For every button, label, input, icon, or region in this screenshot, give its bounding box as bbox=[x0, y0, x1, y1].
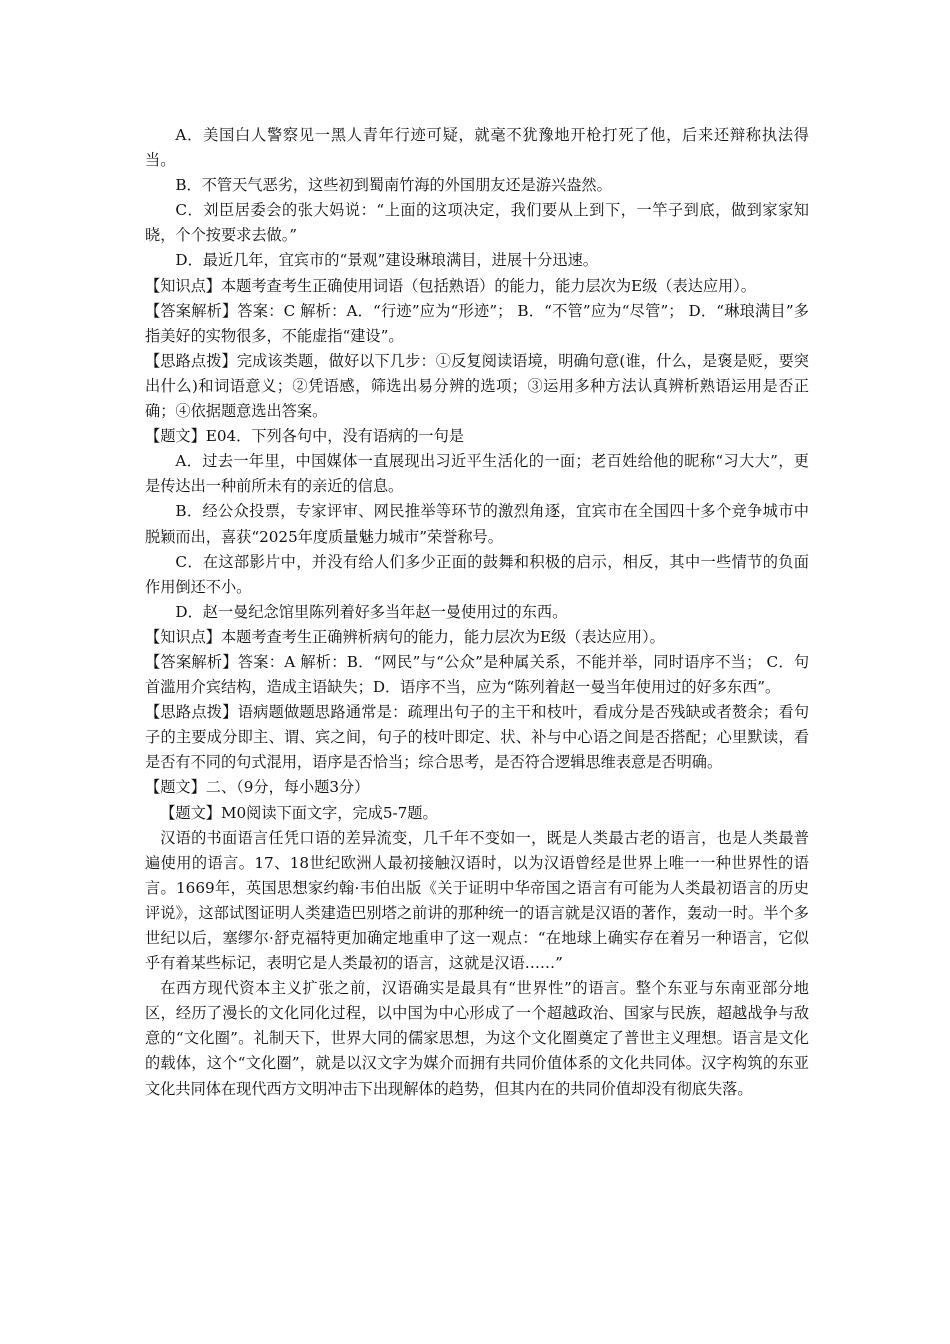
q3-tips bbox=[145, 349, 809, 424]
passage-paragraph-2: 在西方现代资本主义扩张之前，汉语确实是最具有“世界性”的语言。整个东亚与东南亚部分地区，经历了漫长的文化同化过程，以中国为中心形成了一个超越政治、国家与民族，超越战争与敌意的“文化圈”。礼制天下，世界大同的儒家思想，为这个文化圈奠定了普世主义理想。语言是文化的载体，这个“文化圈”，就是以汉文字为媒介而拥有共同价值体系的文化共同体。汉字构筑的东亚文化共同体在现代西方文明冲击下出现解体的趋势，但其内在的共同价值却没有彻底失落。 bbox=[145, 979, 809, 1098]
document-page bbox=[145, 123, 809, 1102]
tips-label: 【思路点拨】 bbox=[145, 351, 237, 370]
tips-text: 语病题做题思路通常是：疏理出句子的主干和枝叶，看成分是否残缺或者赘余；看句子的主要成分即主、谓、宾之间，句子的枝叶即定、状、补与中心语之间是否搭配；心里默读，看是否有不同的句式混用，语序是否恰当；综合思考，是否符合逻辑思维表意是否明确。 bbox=[145, 703, 810, 772]
tips-text: 完成该类题，做好以下几步：①反复阅读语境，明确句意(谁，什么，是褒是贬，要突出什么)和词语意义；②凭语感，筛选出易分辨的选项；③运用多种方法认真辨析熟语运用是否正确；④依据题意选出答案。 bbox=[145, 351, 809, 421]
q3-option-c: C．刘臣居委会的张大妈说：“上面的这项决定，我们要从上到下，一竿子到底，做到家家知晓，个个按要求去做。” bbox=[145, 201, 809, 245]
subsection-text: M0阅读下面文字，完成5-7题。 bbox=[220, 803, 438, 822]
q4-knowledge bbox=[145, 625, 809, 650]
tips-label: 【思路点拨】 bbox=[145, 703, 238, 722]
section-label: 【题文】 bbox=[145, 778, 206, 797]
section2-subheading bbox=[145, 801, 809, 826]
q3-answer bbox=[145, 299, 809, 349]
answer-label: 【答案解析】 bbox=[145, 301, 238, 320]
stem-label: 【题文】 bbox=[145, 427, 206, 446]
stem-text: E04．下列各句中，没有语病的一句是 bbox=[205, 427, 464, 446]
section2-heading bbox=[145, 775, 809, 800]
q4-option-d: D．赵一曼纪念馆里陈列着好多当年赵一曼使用过的东西。 bbox=[175, 602, 568, 621]
q3-knowledge bbox=[145, 274, 809, 299]
q4-answer bbox=[145, 650, 809, 700]
passage-paragraph-1: 汉语的书面语言任凭口语的差异流变，几千年不变如一，既是人类最古老的语言，也是人类最普遍使用的语言。17、18世纪欧洲人最初接触汉语时，以为汉语曾经是世界上唯一一种世界性的语言。1669年，英国思想家约翰·韦伯出版《关于证明中华帝国之语言有可能为人类最初语言的历史评说》，这部试图证明人类建造巴别塔之前讲的那种统一的语言就是汉语的著作，轰动一时。半个多世纪以后，塞缪尔·舒克福特更加确定地重申了这一观点：“在地球上确实存在着另一种语言，它似乎有着某些标记，表明它是人类最初的语言，这就是汉语……” bbox=[145, 828, 809, 973]
subsection-label: 【题文】 bbox=[160, 803, 221, 822]
q4-option-c: C．在这部影片中，并没有给人们多少正面的鼓舞和积极的启示，相反，其中一些情节的负面作用倒还不小。 bbox=[145, 552, 809, 596]
knowledge-label: 【知识点】 bbox=[145, 276, 221, 295]
answer-text: 答案：A 解析：B．“网民”与“公众”是种属关系，不能并举，同时语序不当； C．句首滥用介宾结构，造成主语缺失；D．语序不当，应为“陈列着赵一曼当年使用过的好多东西”。 bbox=[145, 652, 810, 697]
q4-option-b: B．经公众投票，专家评审、网民推举等环节的激烈角逐，宜宾市在全国四十多个竞争城市中脱颖而出，喜获“2025年度质量魅力城市”荣誉称号。 bbox=[145, 502, 809, 546]
section-text: 二、（9分，每小题3分） bbox=[205, 778, 370, 797]
q3-option-d: D．最近几年，宜宾市的“景观”建设琳琅满目，进展十分迅速。 bbox=[175, 251, 598, 270]
q3-option-a: A．美国白人警察见一黑人青年行迹可疑，就毫不犹豫地开枪打死了他，后来还辩称执法得当。 bbox=[145, 126, 809, 170]
q4-tips bbox=[145, 700, 809, 775]
knowledge-text: 本题考查考生正确使用词语（包括熟语）的能力，能力层次为E级（表达应用）。 bbox=[220, 276, 756, 295]
q4-option-a: A．过去一年里，中国媒体一直展现出习近平生活化的一面；老百姓给他的昵称“习大大”，更是传达出一种前所未有的亲近的信息。 bbox=[145, 452, 809, 496]
q3-option-b: B．不管天气恶劣，这些初到蜀南竹海的外国朋友还是游兴盎然。 bbox=[175, 176, 612, 195]
answer-text: 答案：C 解析：A．“行迹”应为“形迹”； B．“不管”应为“尽管”； D．“琳琅满目”多指美好的实物很多，不能虚指“建设”。 bbox=[145, 301, 809, 345]
knowledge-text: 本题考查考生正确辨析病句的能力，能力层次为E级（表达应用）。 bbox=[220, 627, 665, 646]
answer-label: 【答案解析】 bbox=[145, 652, 238, 671]
knowledge-label: 【知识点】 bbox=[145, 627, 221, 646]
q4-stem bbox=[145, 424, 809, 449]
